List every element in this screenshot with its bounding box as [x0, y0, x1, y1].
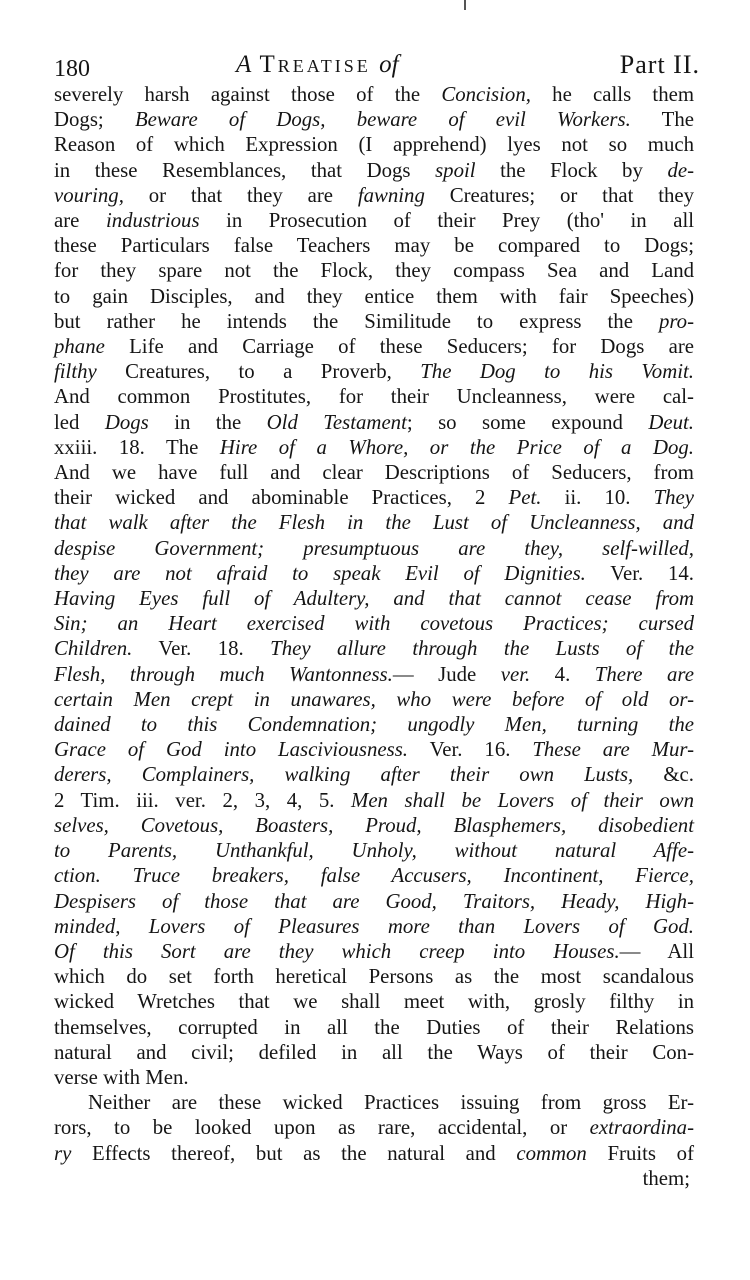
text-line — [54, 712, 694, 737]
running-title-article: A — [236, 51, 252, 78]
text-line — [54, 1015, 694, 1040]
text-line — [54, 889, 694, 914]
italic-text: despise Government; presumptuous are they, self-willed, — [54, 536, 694, 560]
italic-text: that walk after the Flesh in the Lust of Uncleanness, and — [54, 511, 694, 535]
roman-text: in Prosecution of their Prey (tho' in all — [199, 209, 695, 233]
text-line — [54, 384, 694, 409]
page-number: 180 — [54, 56, 90, 82]
roman-text: Ver. 16. — [408, 738, 533, 762]
roman-text: are — [54, 209, 106, 233]
text-line — [54, 334, 694, 359]
roman-text: Neither are these wicked Practices issuing from gross Er- — [88, 1091, 694, 1115]
roman-text: led — [54, 410, 105, 434]
italic-text: Beware of Dogs, beware of evil Workers. — [134, 108, 631, 132]
text-line — [54, 258, 694, 283]
text-line — [54, 1141, 694, 1166]
italic-text: de- — [667, 158, 694, 182]
italic-text: Flesh, through much Wantonness. — [54, 662, 393, 686]
text-line — [54, 309, 694, 334]
running-title — [236, 44, 399, 86]
italic-text: common — [516, 1141, 587, 1165]
italic-text: phane — [54, 335, 105, 359]
italic-text: Despisers of those that are Good, Traitors, Heady, High- — [54, 889, 694, 913]
text-line — [54, 586, 694, 611]
roman-text: verse with Men. — [54, 1065, 189, 1089]
text-line — [54, 359, 694, 384]
catchword: them; — [642, 1166, 690, 1190]
italic-text: minded, Lovers of Pleasures more than Lovers of God. — [54, 914, 694, 938]
text-line — [54, 1115, 694, 1140]
text-line — [54, 1065, 694, 1090]
text-line — [54, 536, 694, 561]
roman-text: but rather he intends the Similitude to express the — [54, 309, 659, 333]
italic-text: they are not afraid to speak Evil of Dignities. — [54, 561, 586, 585]
italic-text: These are Mur- — [532, 738, 694, 762]
italic-text: selves, Covetous, Boasters, Proud, Blasphemers, disobedient — [54, 813, 694, 837]
roman-text: Ver. 14. — [585, 561, 694, 585]
italic-text: to Parents, Unthankful, Unholy, without natural Affe- — [54, 839, 694, 863]
italic-text: extraordina- — [589, 1116, 694, 1140]
italic-text: ction. Truce breakers, false Accusers, Incontinent, Fierce, — [54, 864, 694, 888]
roman-text: Creatures, to a Proverb, — [96, 360, 421, 384]
italic-text: Old Testament — [266, 410, 407, 434]
italic-text: Men shall be Lovers of their own — [351, 788, 694, 812]
roman-text: he calls them — [530, 83, 694, 106]
text-line — [54, 561, 694, 586]
text-line — [54, 989, 694, 1014]
italic-text: Concision, — [441, 83, 531, 106]
text-line — [54, 1040, 694, 1065]
roman-text: Ver. 18. — [132, 637, 271, 661]
roman-text: in the — [148, 410, 267, 434]
roman-text: And common Prostitutes, for their Uncleanness, were cal- — [54, 385, 694, 409]
roman-text: to gain Disciples, and they entice them with fair Speeches) — [54, 284, 694, 308]
italic-text: Having Eyes full of Adultery, and that cannot cease from — [54, 587, 694, 611]
italic-text: They allure through the Lusts of the — [270, 637, 695, 661]
roman-text: Fruits of — [586, 1141, 695, 1165]
roman-text: &c. — [633, 763, 694, 787]
text-line — [54, 939, 694, 964]
roman-text: which do set forth heretical Persons as the most scandalous — [54, 965, 694, 989]
text-line — [54, 1090, 694, 1115]
roman-text: themselves, corrupted in all the Duties of their Relations — [54, 1015, 694, 1039]
roman-text: ii. 10. — [541, 486, 654, 510]
roman-text: their wicked and abominable Practices, 2 — [54, 486, 509, 510]
roman-text: The — [630, 108, 695, 132]
text-line — [54, 863, 694, 888]
italic-text: dained to this Condemnation; ungodly Men, turning the — [54, 713, 694, 737]
italic-text: There are — [594, 662, 694, 686]
italic-text: ry — [54, 1141, 72, 1165]
italic-text: Pet. — [508, 486, 542, 510]
part-label: Part II. — [619, 50, 700, 79]
italic-text: certain Men crept in unawares, who were before of old or- — [54, 687, 694, 711]
body-text — [54, 82, 694, 1191]
roman-text: severely harsh against those of the — [54, 83, 442, 106]
text-line — [54, 662, 694, 687]
text-line — [54, 183, 694, 208]
text-line — [54, 611, 694, 636]
italic-text: Hire of a Whore, or the Price of a Dog. — [219, 435, 694, 459]
text-line — [54, 838, 694, 863]
roman-text: the Flock by — [475, 158, 668, 182]
text-line — [54, 914, 694, 939]
roman-text: xxiii. 18. The — [54, 435, 220, 459]
italic-text: filthy — [54, 360, 97, 384]
roman-text: Dogs; — [54, 108, 135, 132]
roman-text: or that they are — [123, 183, 358, 207]
running-title-word: Treatise — [259, 51, 371, 78]
roman-text: 2 Tim. iii. ver. 2, 3, 4, 5. — [54, 788, 351, 812]
roman-text: in these Resemblances, that Dogs — [54, 158, 436, 182]
text-line — [54, 435, 694, 460]
roman-text: And we have full and clear Descriptions of Seducers, from — [54, 461, 694, 485]
italic-text: pro- — [658, 309, 694, 333]
roman-text: wicked Wretches that we shall meet with, grosly filthy in — [54, 990, 694, 1014]
italic-text: industrious — [105, 209, 200, 233]
roman-text: Reason of which Expression (I apprehend) lyes not so much — [54, 133, 694, 157]
text-line — [54, 636, 694, 661]
italic-text: vouring, — [54, 183, 124, 207]
roman-text: these Particulars false Teachers may be compared to Dogs; — [54, 234, 694, 258]
italic-text: fawning — [357, 183, 425, 207]
italic-text: ver. — [500, 662, 531, 686]
roman-text: ; so some expound — [406, 410, 649, 434]
page-edge-mark — [464, 0, 466, 10]
roman-text: natural and civil; defiled in all the Ways of their Con- — [54, 1040, 694, 1064]
text-line — [54, 460, 694, 485]
text-line — [54, 762, 694, 787]
italic-text: spoil — [435, 158, 476, 182]
italic-text: The Dog to his Vomit. — [420, 360, 694, 384]
text-line — [54, 964, 694, 989]
text-line — [54, 132, 694, 157]
italic-text: Deut. — [648, 410, 695, 434]
italic-text: derers, Complainers, walking after their own Lusts, — [54, 763, 634, 787]
running-title-of: of — [379, 51, 399, 78]
roman-text: — Jude — [392, 662, 501, 686]
text-line — [54, 410, 694, 435]
italic-text: Dogs — [104, 410, 149, 434]
text-line — [54, 485, 694, 510]
italic-text: Children. — [54, 637, 133, 661]
text-line — [54, 788, 694, 813]
roman-text: for they spare not the Flock, they compass Sea and Land — [54, 259, 694, 283]
italic-text: Sin; an Heart exercised with covetous Practices; cursed — [54, 612, 694, 636]
roman-text: Creatures; or that they — [424, 183, 695, 207]
text-line — [54, 107, 694, 132]
running-head — [54, 44, 700, 86]
italic-text: Grace of God into Lasciviousness. — [54, 738, 409, 762]
text-line — [54, 737, 694, 762]
text-line — [54, 813, 694, 838]
italic-text: Of this Sort are they which creep into Houses. — [54, 939, 620, 963]
text-line — [54, 233, 694, 258]
roman-text: — All — [619, 939, 694, 963]
text-line — [54, 158, 694, 183]
roman-text: rors, to be looked upon as rare, accidental, or — [54, 1116, 590, 1140]
roman-text: 4. — [530, 662, 595, 686]
italic-text: They — [653, 486, 694, 510]
text-line — [54, 687, 694, 712]
roman-text: Life and Carriage of these Seducers; for Dogs are — [104, 335, 694, 359]
book-page — [54, 44, 700, 1191]
text-line — [54, 208, 694, 233]
text-line — [54, 284, 694, 309]
text-line — [54, 510, 694, 535]
roman-text: Effects thereof, but as the natural and — [71, 1141, 517, 1165]
